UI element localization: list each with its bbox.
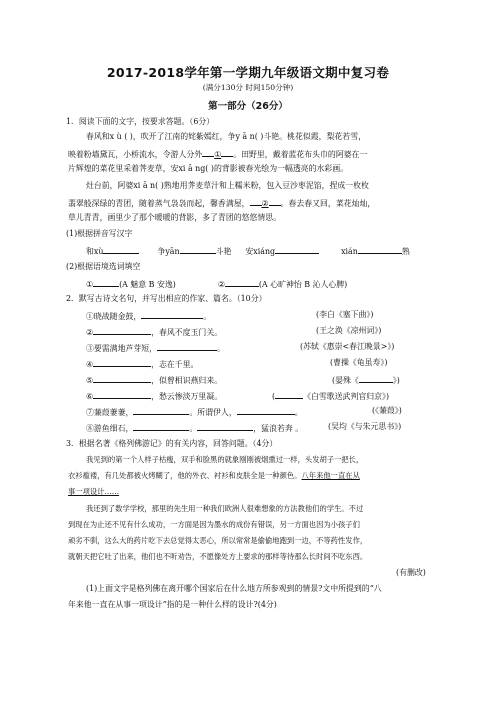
item-text: ，猛浪若奔 。 [253, 424, 304, 433]
answer-blank[interactable] [93, 358, 151, 367]
item-text: ⑧游鱼细石， [86, 424, 134, 433]
q3-passage-line: 就朝天把它吐了出来，他们也不听劝告，不愿像处方上要求的那样等待那么长时间不吃东西。 [68, 552, 368, 561]
answer-blank[interactable] [93, 390, 151, 399]
item-text: ⑥ [86, 392, 94, 401]
q1-text: 。春去春又回，菜花灿灿， [280, 199, 376, 208]
word-choice-row [86, 278, 347, 290]
choice-options: (A 魅意 B 安逸) [119, 280, 176, 289]
answer-blank[interactable] [103, 245, 139, 254]
q1-passage-line: 春风和x ù ( )，吹开了江南的姹紫嫣红，争y ā n( )斗艳。桃花似霞，梨花若雪， [86, 132, 366, 141]
item-source: (曹操《龟虽寿》) [330, 358, 388, 367]
q1-passage-line [68, 197, 375, 209]
q3-text: 衣衫褴褛，有几处都被火烤糊了，他的外衣、衬衫和皮肤全是一种颜色。 [68, 471, 302, 480]
q1-passage-line: 草儿青青，画里少了那个暖暖的背影，多了青团的悠悠情思。 [68, 213, 282, 222]
page-title: 2017-2018学年第一学期九年级语文期中复习卷 [106, 65, 390, 80]
answer-blank[interactable] [225, 278, 259, 287]
answer-blank[interactable] [93, 374, 151, 383]
blank-line[interactable] [202, 148, 214, 157]
item-text: ⑤ [86, 376, 94, 385]
pinyin-label: 安xiáng [245, 247, 276, 256]
answer-blank[interactable] [275, 390, 303, 399]
item-text: ，似曾相识燕归来。 [151, 376, 223, 385]
item-source: (《蒹葭》) [372, 406, 402, 415]
answer-blank[interactable] [93, 326, 151, 335]
pinyin-label: xián [341, 247, 358, 256]
score-time-note: (满分130分 时间150分钟) [202, 83, 294, 92]
answer-blank[interactable] [180, 245, 216, 254]
q3-underlined-text: 八年来他一直在从 [301, 471, 360, 480]
item-text: ，春风不度玉门关。 [151, 328, 223, 337]
item-source: (苏轼《惠崇<春江晚景>》) [300, 342, 395, 351]
item-text: ，志在千里。 [151, 360, 199, 369]
q1-text: 翡翠般深绿的青团，随着蒸气袅袅而起，馨香满屋， [68, 199, 250, 208]
item-text: ，愁云惨淡万里凝。 [151, 392, 223, 401]
recitation-item [86, 310, 211, 322]
item-source: (吴均《与朱元思书》) [328, 422, 402, 431]
item-text: ④ [86, 360, 94, 369]
recitation-item [86, 390, 222, 402]
recitation-item [86, 342, 225, 354]
q3-passage-line: 到现在为止还不见有什么成功，一方面是因为墨水的成份有错误，另一方面也因为小孩子们 [68, 520, 360, 529]
q3-passage-line: 我见到的第一个人样子枯瘦，双手和脸黑的就象刚刚被烟熏过一样，头发胡子一把长， [86, 455, 364, 464]
answer-blank[interactable] [133, 406, 189, 415]
answer-blank[interactable] [197, 422, 253, 431]
q1-stem: 1．阅读下面的文字，按要求答题。（6分） [66, 117, 215, 126]
item-text: ⑦蒹葭萋萋， [86, 408, 134, 417]
recitation-item [86, 406, 303, 418]
source-text: 》) [392, 376, 400, 385]
blank-line[interactable] [250, 197, 262, 206]
q3-question-line: 年来他一直在从事一项设计”指的是一种什么样的设计?(4分) [68, 600, 277, 609]
item-text: ② [86, 328, 94, 337]
pinyin-after: 熟 [401, 247, 410, 256]
pinyin-row [86, 245, 410, 257]
part-heading: 第一部分（26分） [208, 101, 288, 112]
q3-underlined-text: 事一项设计…… [68, 487, 120, 496]
source-note: (有删改) [396, 568, 426, 577]
blank-line[interactable] [221, 148, 233, 157]
answer-blank[interactable] [359, 374, 393, 383]
q1-sub2: (2)根据语境选词填空 [66, 262, 141, 271]
q3-passage-line [68, 487, 119, 497]
recitation-item [86, 358, 198, 370]
pinyin-label: 和xù [86, 247, 104, 256]
q3-passage-line: 我还到了数学学校，那里的先生用一种我们欧洲人很难想象的方法教他们的学生。不过 [86, 504, 364, 513]
answer-blank[interactable] [275, 245, 319, 254]
item-text: 。 [294, 408, 303, 417]
choice-mark: ② [217, 280, 225, 289]
answer-blank[interactable] [133, 422, 189, 431]
recitation-item [86, 422, 303, 434]
recitation-item [86, 374, 222, 386]
q1-text: 。田野里，戴着蓝花布头巾的阿婆在一 [233, 150, 368, 159]
item-text: 。所谓伊人， [189, 408, 237, 417]
q1-text: 映着粉墙黛瓦，小桥流水，令游人分外 [68, 150, 203, 159]
item-text: 。 [189, 424, 198, 433]
item-source: (王之涣《凉州词》) [316, 326, 382, 335]
source-text: (晏殊《 [332, 376, 359, 385]
answer-blank[interactable] [157, 342, 217, 351]
item-source: (李白《塞下曲》) [316, 310, 374, 319]
blank-line[interactable] [269, 197, 281, 206]
pinyin-after: 斗艳 [215, 247, 232, 256]
choice-mark: ① [86, 280, 94, 289]
answer-blank[interactable] [93, 278, 119, 287]
item-text: ③要需满地芦芽短， [86, 344, 158, 353]
choice-options: (A 心旷神怡 B 沁人心脾) [258, 280, 348, 289]
item-text: ①晓战随金鼓， [86, 312, 142, 321]
item-text: 。 [217, 344, 225, 353]
q3-passage-line [68, 471, 360, 481]
blank-marker: ② [261, 199, 269, 208]
blank-marker: ① [214, 150, 222, 159]
item-source [272, 390, 389, 402]
source-text: ( [272, 392, 276, 401]
q1-passage-line: 片辉煌的菜花里采着荠麦草，安xi ā ng( )的背影被春光绘为一幅透亮的水彩画。 [68, 164, 349, 173]
answer-blank[interactable] [358, 245, 402, 254]
q3-question-line: (1)上面文字是格列佛在离开哪个国家后在什么地方所参观到的情景?文中所提到的“八 [86, 584, 382, 593]
recitation-item [86, 326, 222, 338]
q3-stem: 3．根据名著《格列佛游记》的有关内容，回答问题。（4分） [66, 439, 278, 448]
item-source [332, 374, 400, 386]
q1-sub1: (1)根据拼音写汉字 [66, 229, 133, 238]
source-text: 《白雪歌送武判官归京》) [303, 392, 390, 401]
answer-blank[interactable] [141, 310, 203, 319]
pinyin-label: 争yān [157, 247, 180, 256]
q2-stem: 2．默写古诗文名句，并写出相应的作家、篇名。（10分） [66, 294, 267, 303]
q3-passage-line: 顽劣不驯，这么大的药片吃下去总觉得太恶心，所以常常是偷偷地跑到一边，不等药性发作， [68, 536, 368, 545]
item-text: 。 [203, 312, 212, 321]
answer-blank[interactable] [237, 406, 295, 415]
q1-passage-line [68, 148, 367, 160]
q1-passage-line: 灶台前，阿婆xi ā n( )熟地用荠麦草汁和上糯米粉，包入豆沙枣泥馅，捏成一枚枚 [86, 181, 369, 190]
